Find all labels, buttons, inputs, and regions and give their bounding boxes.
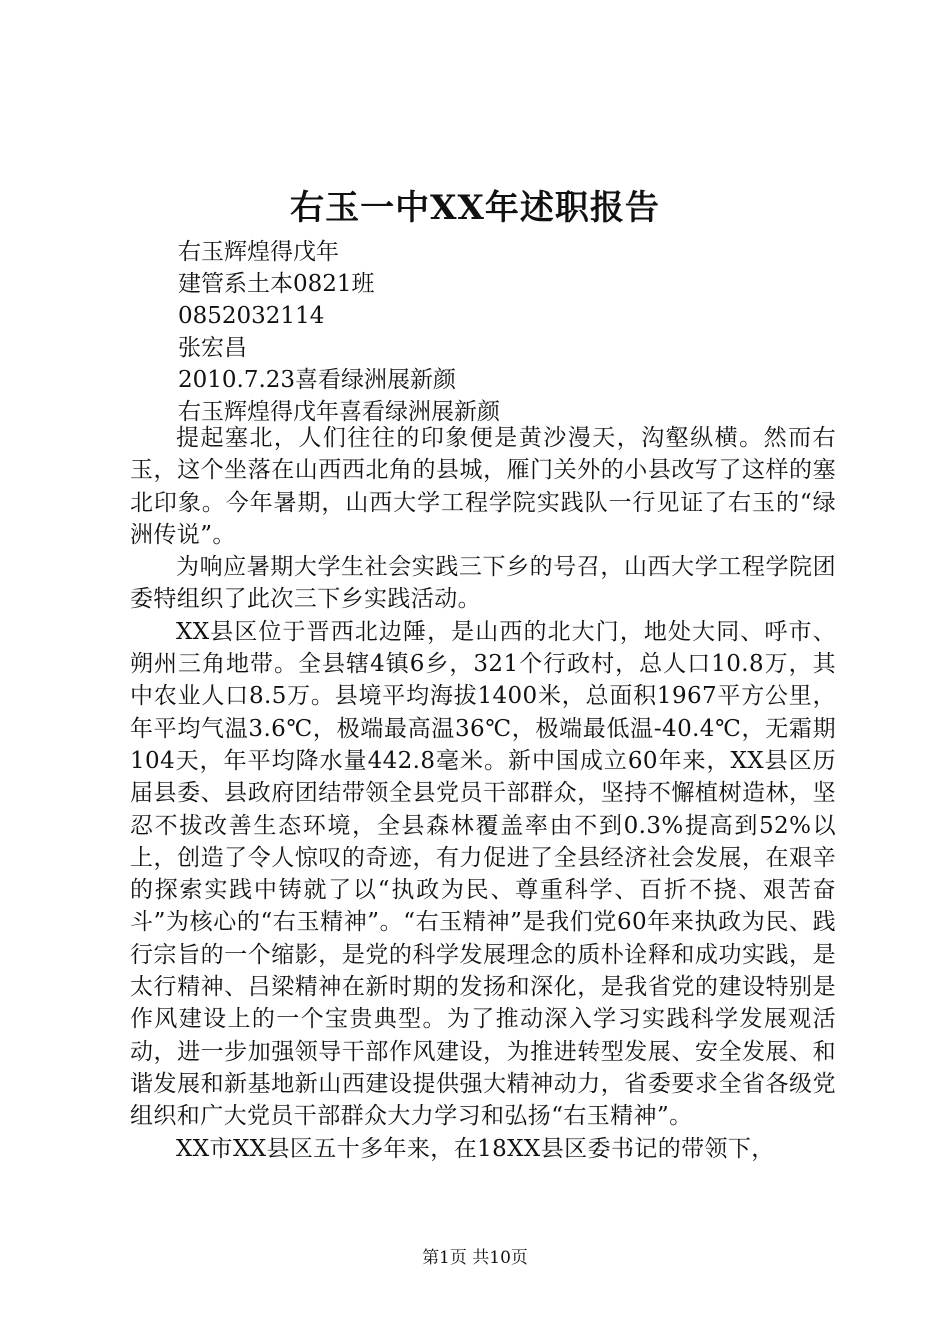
page-footer: 第1页 共10页	[422, 1248, 528, 1268]
document-title: 右玉一中XX年述职报告	[290, 188, 660, 228]
meta-line: 2010.7.23喜看绿洲展新颜	[178, 367, 457, 393]
document-body	[130, 422, 836, 1165]
body-paragraph: 提起塞北，人们往往的印象便是黄沙漫天，沟壑纵横。然而右玉，这个坐落在山西西北角的县城，雁门关外的小县改写了这样的塞北印象。今年暑期，山西大学工程学院实践队一行见证了右玉的“绿洲传说”。	[130, 425, 836, 548]
meta-line: 0852032114	[178, 303, 325, 329]
body-paragraph: XX市XX县区五十多年来，在18XX县区委书记的带领下，	[176, 1135, 775, 1162]
meta-line: 建管系土本0821班	[178, 271, 375, 297]
body-paragraph: XX县区位于晋西北边陲，是山西的北大门，地处大同、呼市、朔州三角地带。全县辖4镇6乡，321个行政村，总人口10.8万，其中农业人口8.5万。县境平均海拔1400米，总面积1967平方公里，年平均气温3.6℃，极端最高温36℃，极端最低温-40.4℃，无霜期104天，年平均降水量442.8毫米。新中国成立60年来，XX县区历届县委、县政府团结带领全县党员干部群众，坚持不懈植树造林，坚忍不拔改善生态环境，全县森林覆盖率由不到0.3%提高到52%以上，创造了令人惊叹的奇迹，有力促进了全县经济社会发展，在艰辛的探索实践中铸就了以“执政为民、尊重科学、百折不挠、艰苦奋斗”为核心的“右玉精神”。“右玉精神”是我们党60年来执政为民、践行宗旨的一个缩影，是党的科学发展理念的质朴诠释和成功实践，是太行精神、吕梁精神在新时期的发扬和深化，是我省党的建设特别是作风建设上的一个宝贵典型。为了推动深入学习实践科学发展观活动，进一步加强领导干部作风建设，为推进转型发展、安全发展、和谐发展和新基地新山西建设提供强大精神动力，省委要求全省各级党组织和广大党员干部群众大力学习和弘扬“右玉精神”。	[130, 618, 836, 1130]
body-paragraph: 为响应暑期大学生社会实践三下乡的号召，山西大学工程学院团委特组织了此次三下乡实践活动。	[130, 554, 836, 613]
meta-line: 右玉辉煌得戊年喜看绿洲展新颜	[178, 399, 500, 425]
meta-line: 张宏昌	[178, 335, 247, 361]
meta-block	[178, 236, 500, 428]
meta-line: 右玉辉煌得戊年	[178, 239, 339, 265]
